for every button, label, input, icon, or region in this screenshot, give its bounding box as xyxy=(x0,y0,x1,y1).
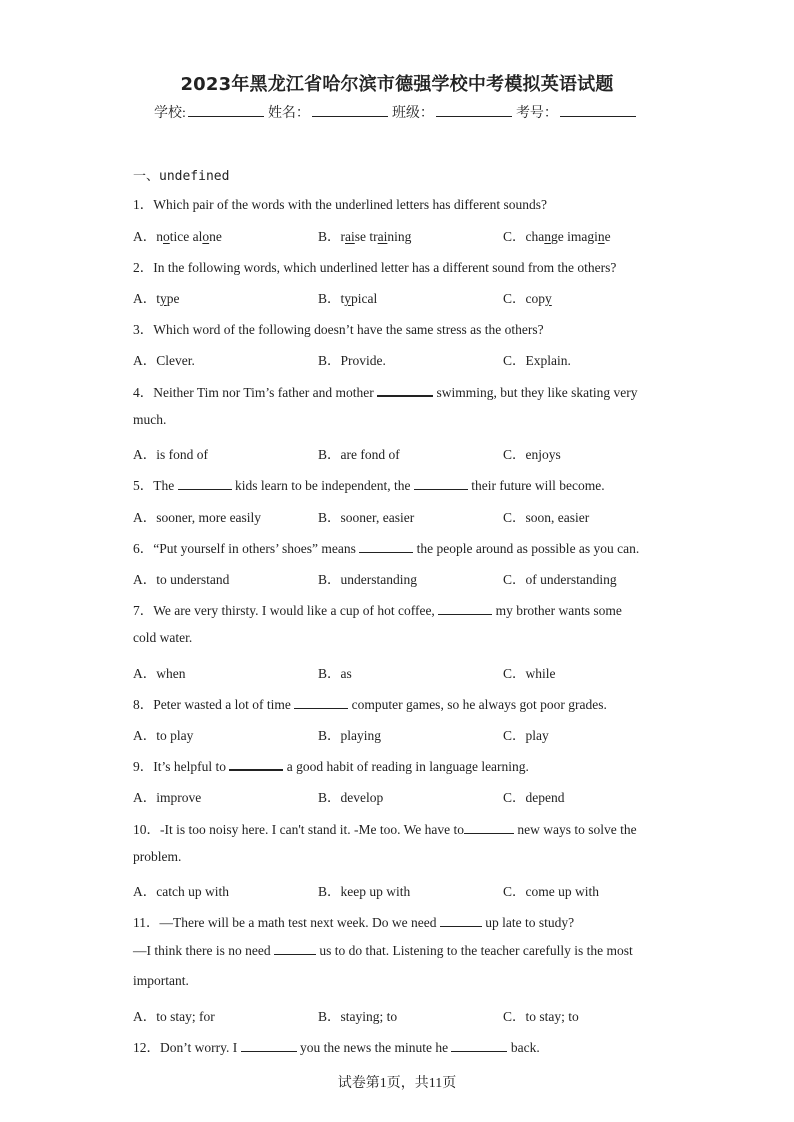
question-7-option-a[interactable]: A．when xyxy=(133,666,186,681)
question-6-option-b[interactable]: B．understanding xyxy=(318,572,418,587)
question-4-option-c[interactable]: C．enjoys xyxy=(503,447,561,462)
school-label: 学校: xyxy=(154,106,186,121)
question-4-option-a[interactable]: A．is fond of xyxy=(133,447,208,462)
student-info-line xyxy=(0,102,794,122)
answer-blank[interactable] xyxy=(274,942,316,955)
question-1-option-a[interactable]: A．notice alone xyxy=(133,229,222,244)
question-2-option-c[interactable]: C．copy xyxy=(503,291,552,306)
exam-number-label: 考号： xyxy=(515,106,558,121)
question-8-option-b[interactable]: B．playing xyxy=(318,728,382,743)
question-10-option-c[interactable]: C．come up with xyxy=(503,884,600,899)
question-11-stem-cont: important. xyxy=(133,973,189,988)
question-3-option-c[interactable]: C．Explain. xyxy=(503,353,571,368)
answer-blank[interactable] xyxy=(359,540,413,553)
question-11-option-c[interactable]: C．to stay; to xyxy=(503,1009,579,1024)
question-9-option-a[interactable]: A．improve xyxy=(133,790,202,805)
question-10-stem-cont: problem. xyxy=(133,849,182,864)
name-field[interactable] xyxy=(312,103,388,117)
question-7-option-c[interactable]: C．while xyxy=(503,666,556,681)
question-7-stem: 7．We are very thirsty. I would like a cup of hot coffee, my brother wants some xyxy=(133,603,622,618)
answer-blank[interactable] xyxy=(464,821,514,834)
question-11-stem-reply: —I think there is no need us to do that. Listening to the teacher carefully is the most xyxy=(133,943,633,958)
question-9-option-b[interactable]: B．develop xyxy=(318,790,384,805)
question-1-option-b[interactable]: B．raise training xyxy=(318,229,412,244)
question-7-stem-cont: cold water. xyxy=(133,630,193,645)
question-11-option-b[interactable]: B．staying; to xyxy=(318,1009,398,1024)
question-1-stem: 1．Which pair of the words with the underlined letters has different sounds? xyxy=(133,197,548,212)
section-heading: 一、undefined xyxy=(133,169,230,184)
question-8-option-c[interactable]: C．play xyxy=(503,728,549,743)
question-5-option-b[interactable]: B．sooner, easier xyxy=(318,510,415,525)
answer-blank[interactable] xyxy=(294,696,348,709)
question-5-stem: 5．The kids learn to be independent, the their future will become. xyxy=(133,478,605,493)
answer-blank[interactable] xyxy=(414,477,468,490)
question-7-option-b[interactable]: B．as xyxy=(318,666,352,681)
question-11-stem: 11．—There will be a math test next week. Do we need up late to study? xyxy=(133,915,575,930)
question-6-stem: 6．“Put yourself in others’ shoes” means the people around as possible as you can. xyxy=(133,541,640,556)
class-label: 班级： xyxy=(391,106,434,121)
question-11-option-a[interactable]: A．to stay; for xyxy=(133,1009,215,1024)
name-label: 姓名： xyxy=(267,106,310,121)
question-5-option-a[interactable]: A．sooner, more easily xyxy=(133,510,262,525)
question-2-option-a[interactable]: A．type xyxy=(133,291,180,306)
question-12-stem: 12．Don’t worry. I you the news the minute he back. xyxy=(133,1040,540,1055)
question-8-stem: 8．Peter wasted a lot of time computer games, so he always got poor grades. xyxy=(133,697,607,712)
exam-number-field[interactable] xyxy=(560,103,636,117)
page-footer: 试卷第1页，共11页 xyxy=(337,1076,457,1091)
question-9-stem: 9．It’s helpful to a good habit of reading in language learning. xyxy=(133,759,529,774)
question-1-option-c[interactable]: C．change imagine xyxy=(503,229,611,244)
question-4-option-b[interactable]: B．are fond of xyxy=(318,447,400,462)
question-10-option-b[interactable]: B．keep up with xyxy=(318,884,411,899)
answer-blank[interactable] xyxy=(241,1039,297,1052)
answer-blank[interactable] xyxy=(451,1039,507,1052)
question-9-option-c[interactable]: C．depend xyxy=(503,790,565,805)
question-10-option-a[interactable]: A．catch up with xyxy=(133,884,229,899)
question-2-stem: 2．In the following words, which underlined letter has a different sound from the others? xyxy=(133,260,617,275)
question-8-option-a[interactable]: A．to play xyxy=(133,728,194,743)
question-3-stem: 3．Which word of the following doesn’t have the same stress as the others? xyxy=(133,322,544,337)
question-6-option-a[interactable]: A．to understand xyxy=(133,572,230,587)
class-field[interactable] xyxy=(436,103,512,117)
answer-blank[interactable] xyxy=(178,477,232,490)
answer-blank[interactable] xyxy=(440,914,482,927)
question-2-option-b[interactable]: B．typical xyxy=(318,291,378,306)
question-6-option-c[interactable]: C．of understanding xyxy=(503,572,617,587)
school-field[interactable] xyxy=(188,103,264,117)
page-title: 2023年黑龙江省哈尔滨市德强学校中考模拟英语试题 xyxy=(180,74,614,95)
question-3-option-b[interactable]: B．Provide. xyxy=(318,353,386,368)
question-10-stem: 10．-It is too noisy here. I can't stand it. -Me too. We have to new ways to solve the xyxy=(133,822,637,837)
answer-blank[interactable] xyxy=(377,383,433,397)
question-4-stem-cont: much. xyxy=(133,412,167,427)
answer-blank[interactable] xyxy=(229,757,283,771)
question-5-option-c[interactable]: C．soon, easier xyxy=(503,510,590,525)
answer-blank[interactable] xyxy=(438,602,492,615)
question-3-option-a[interactable]: A．Clever. xyxy=(133,353,195,368)
question-4-stem: 4．Neither Tim nor Tim’s father and mother swimming, but they like skating very xyxy=(133,385,638,400)
